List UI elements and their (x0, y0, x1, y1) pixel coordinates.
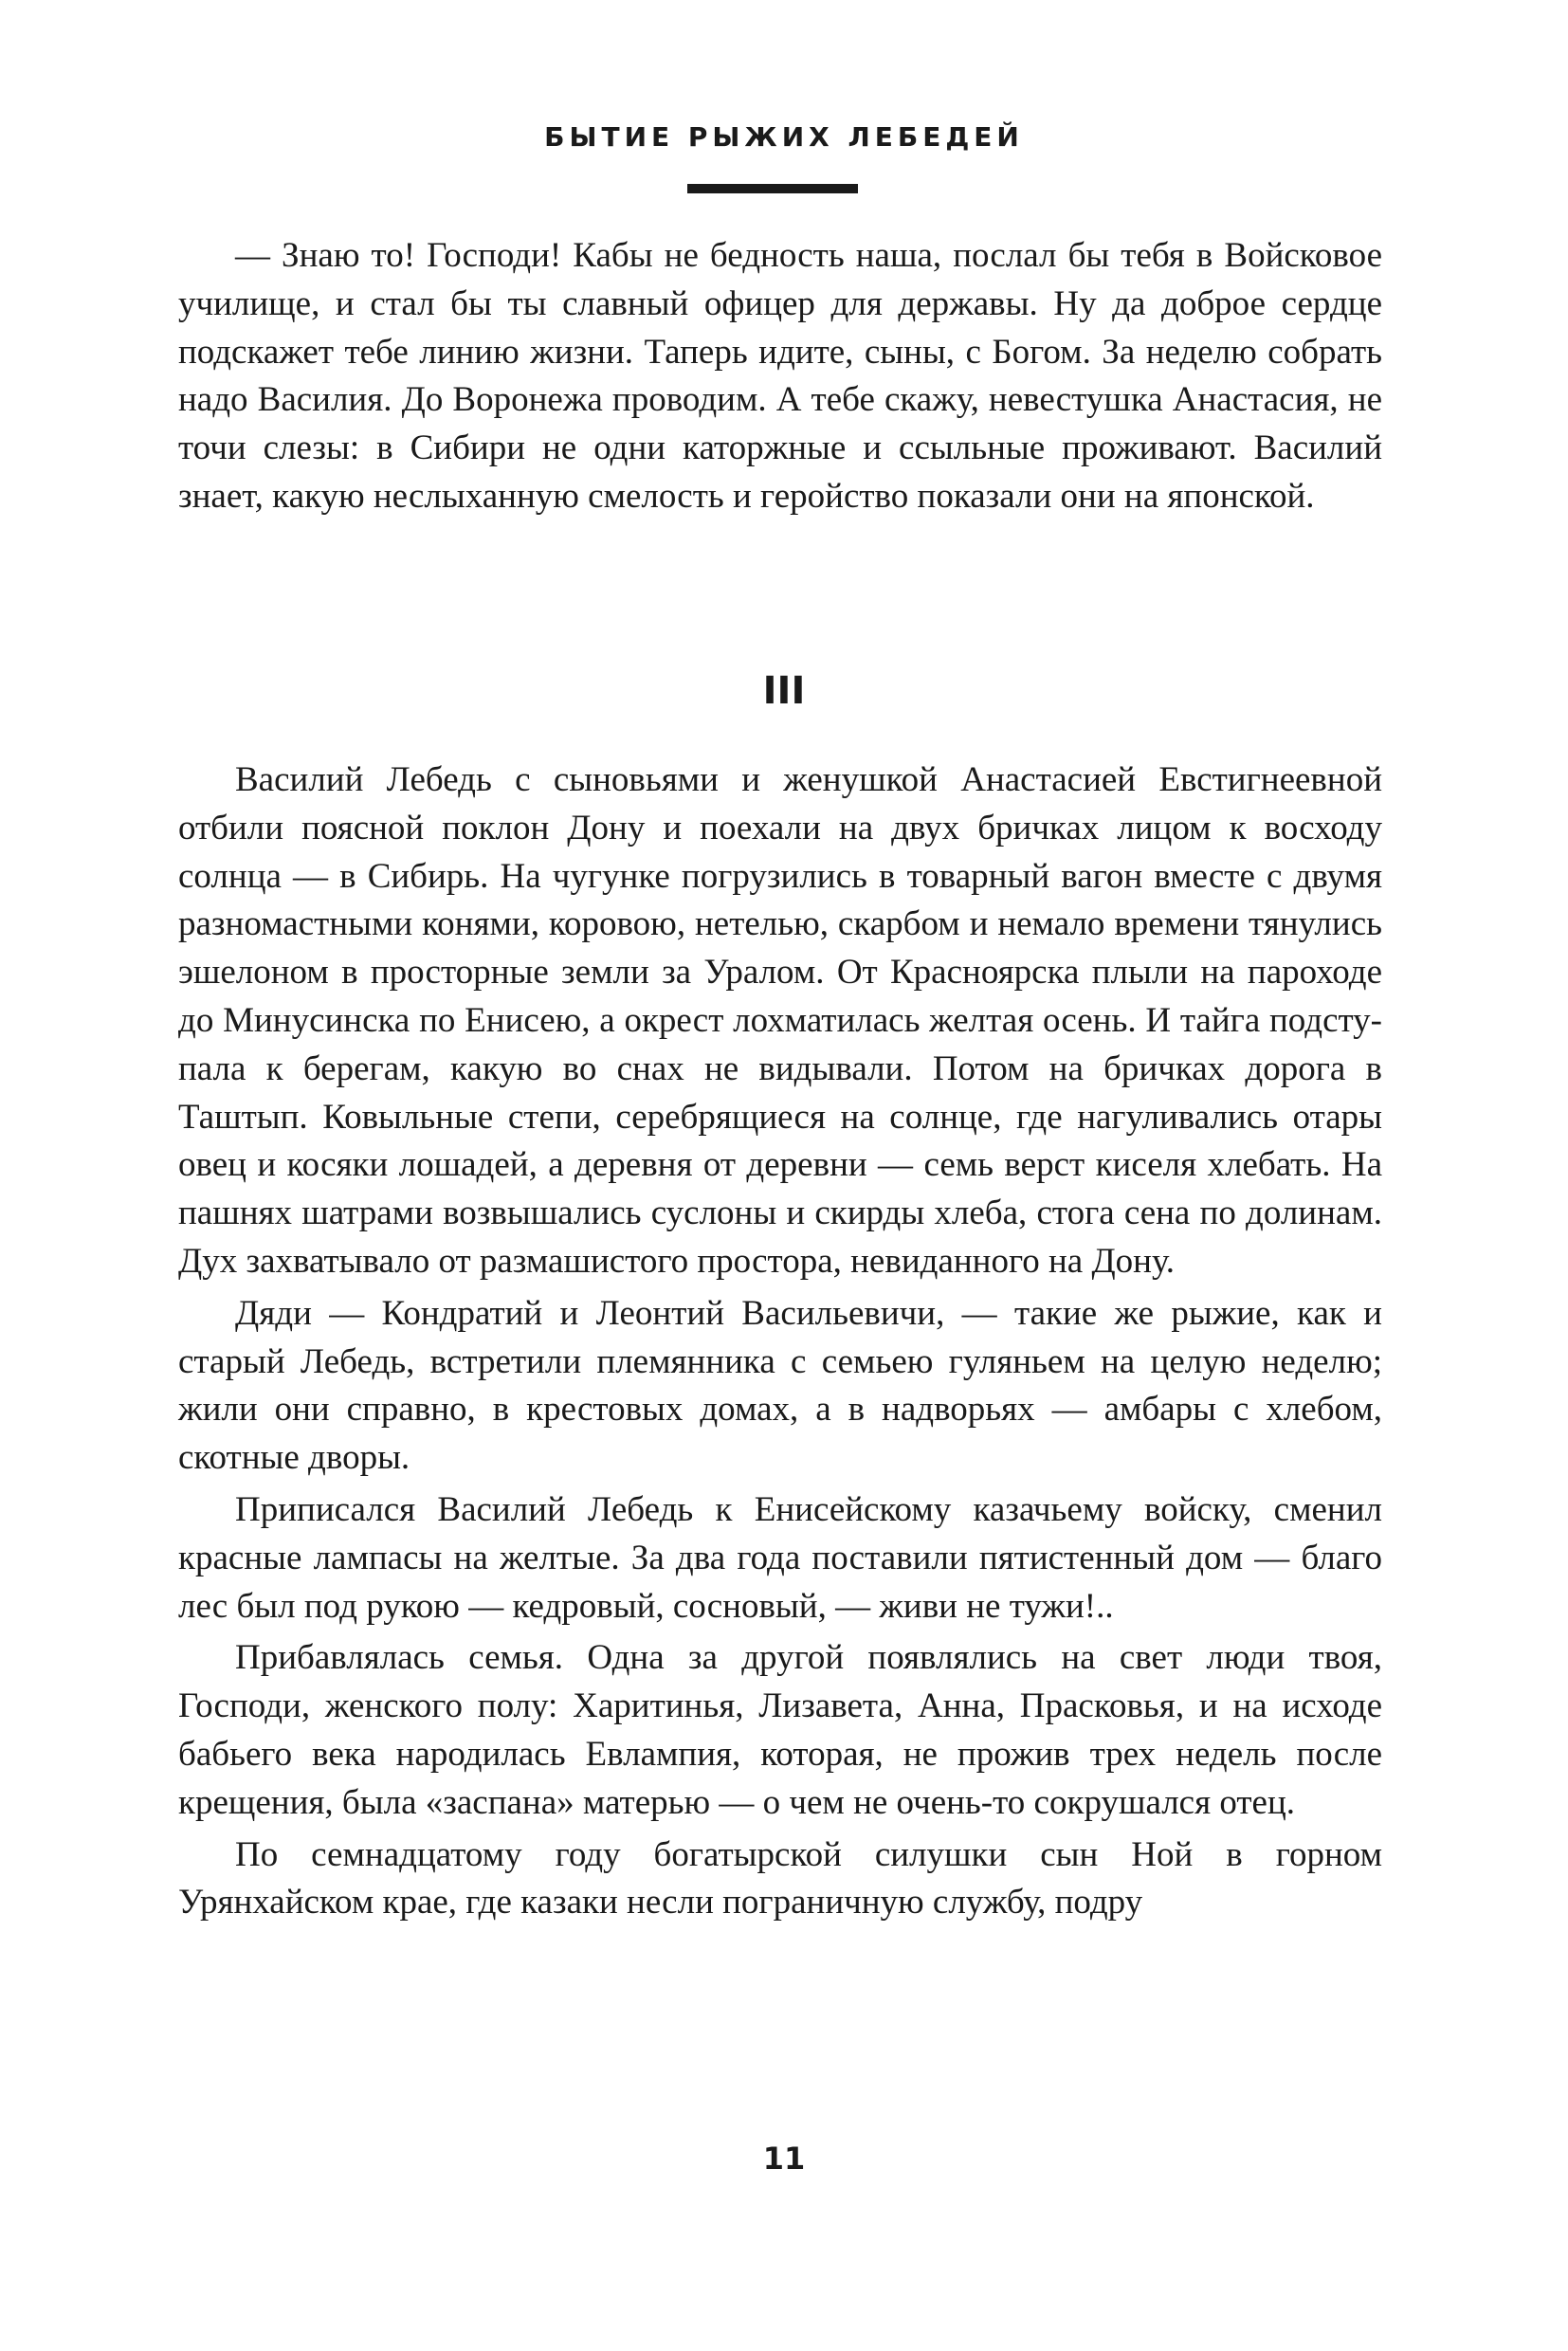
header-rule (687, 184, 858, 193)
body-paragraph: По семнадцатому году богатырской силушки сын Ной в горном Урянхайском крае, где казаки несли пограничную службу, подру (178, 1834, 1382, 1923)
intro-paragraph: — Знаю то! Господи! Кабы не бедность наша, послал бы тебя в Войсковое училище, и стал бы ты славный офицер для державы. Ну да доброе сердце подскажет тебе линию жизни. Таперь идите, сыны, с Богом. За неделю собрать надо Василия. До Воронежа проводим. А тебе скажу, невестушка Анастасия, не точи слезы: в Сибири не одни каторжные и ссыльные проживают. Василий знает, какую неслыханную смелость и геройство показали они на японской. (178, 236, 1382, 516)
body-paragraph: Дяди — Кондратий и Леонтий Васильевичи, — такие же рыжие, как и старый Лебедь, встретили племянника с семьею гуляньем на целую неделю; жили они справно, в крестовых домах, а в надворьях — амбары с хлебом, скотные дворы. (178, 1293, 1382, 1478)
page-number: 11 (762, 2141, 806, 2177)
intro-text (178, 232, 1382, 521)
running-head: БЫТИЕ РЫЖИХ ЛЕБЕДЕЙ (544, 121, 1024, 153)
body-paragraph: Василий Лебедь с сыновьями и женушкой Анастасией Евстигнеевной отбили поясной поклон Дону и поехали на двух бричках лицом к восходу солнца — в Сибирь. На чугунке погрузились в товарный вагон вместе с двумя разномастными конями, коровою, нетелью, скарбом и немало времени тянулись эшелоном в просторные земли за Уралом. От Красноярска плыли на пароходе до Минусинска по Енисею, а окрест лохматилась желтая осень. И тайга подступала к берегам, какую во снах не видывали. Потом на бричках дорога в Таштып. Ковыльные степи, серебрящиеся на солнце, где нагуливались отары овец и косяки лошадей, а деревня от деревни — семь верст киселя хлебать. На пашнях шатрами возвышались суслоны и скирды хлеба, стога сена по долинам. Дух захватывало от размашистого простора, невиданного на Дону. (178, 760, 1382, 1281)
chapter-number: III (762, 669, 806, 713)
body-paragraph: Прибавлялась семья. Одна за другой появлялись на свет люди твоя, Господи, женского полу: Харитинья, Лизавета, Анна, Прасковья, и на исходе бабьего века народилась Евлампия, которая, не прожив трех недель после крещения, была «заспана» матерью — о чем не очень-то сокрушался отец. (178, 1638, 1382, 1822)
body-paragraph: Приписался Василий Лебедь к Енисейскому казачьему войску, сменил красные лампасы на желтые. За два года поставили пятистенный дом — благо лес был под рукою — кедровый, сосновый, — живи не тужи!.. (178, 1489, 1382, 1626)
chapter-body (178, 756, 1382, 1927)
